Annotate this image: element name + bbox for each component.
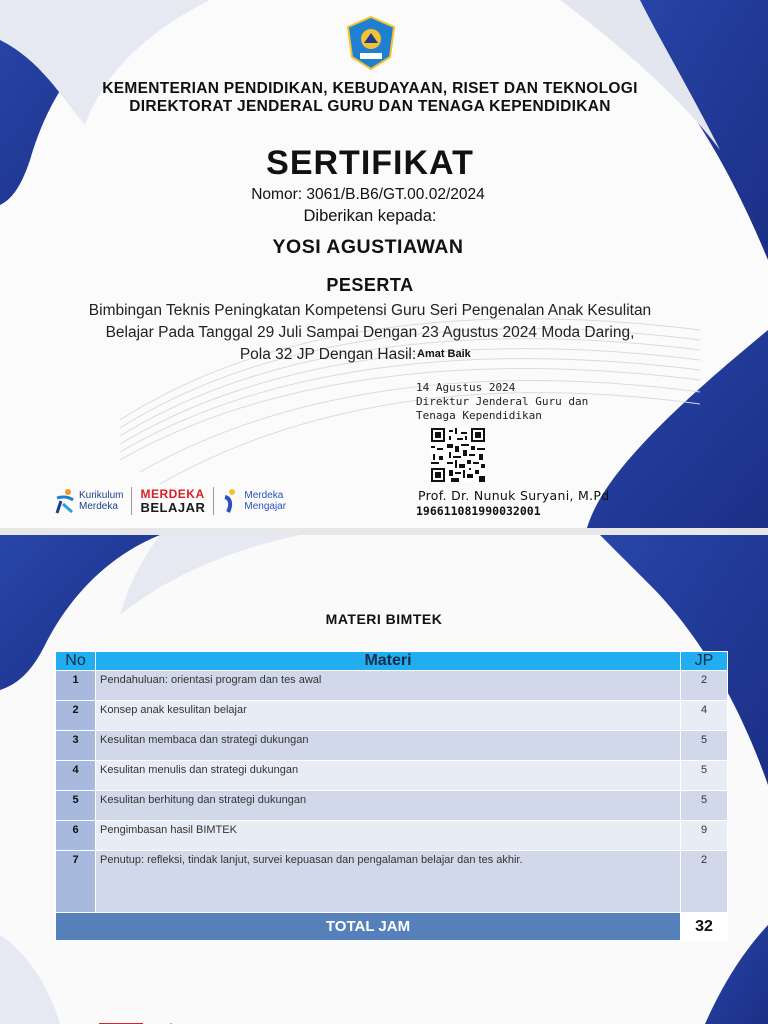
given-to-label: Diberikan kepada: (303, 207, 437, 225)
description-line-3: Pola 32 JP Dengan Hasil: (239, 346, 417, 363)
result-value: Amat Baik (417, 348, 471, 360)
row-materi: Kesulitan berhitung dan strategi dukungan (96, 791, 681, 821)
kurikulum-merdeka-logo (55, 488, 123, 514)
row-no: 2 (56, 701, 96, 731)
row-jp: 5 (681, 791, 728, 821)
directorate-name: DIREKTORAT JENDERAL GURU DAN TENAGA KEPENDIDIKAN (129, 98, 611, 115)
qr-code-icon (431, 428, 485, 482)
table-row (56, 731, 728, 761)
table-row (56, 671, 728, 701)
merdeka-belajar-line2: BELAJAR (140, 500, 206, 515)
certificate-title: SERTIFIKAT (266, 144, 474, 182)
ministry-name: KEMENTERIAN PENDIDIKAN, KEBUDAYAAN, RISET DAN TEKNOLOGI (102, 80, 638, 97)
materi-title: MATERI BIMTEK (325, 611, 443, 627)
row-materi: Pengimbasan hasil BIMTEK (96, 821, 681, 851)
merdeka-belajar-logo (140, 488, 205, 514)
row-no: 7 (56, 851, 96, 913)
merdeka-text: Merdeka (79, 501, 118, 512)
row-materi: Pendahuluan: orientasi program dan tes awal (96, 671, 681, 701)
row-materi: Kesulitan menulis dan strategi dukungan (96, 761, 681, 791)
brand-logos (55, 484, 286, 518)
signer-nip: 196611081990032001 (416, 504, 541, 518)
recipient-name: YOSI AGUSTIAWAN (272, 236, 464, 258)
materi-table (55, 651, 728, 941)
row-no: 3 (56, 731, 96, 761)
description-line-2: Belajar Pada Tanggal 29 Juli Sampai Dengan 23 Agustus 2024 Moda Daring, (105, 324, 635, 341)
kurikulum-merdeka-icon (55, 488, 75, 514)
table-row (56, 851, 728, 913)
row-no: 5 (56, 791, 96, 821)
row-materi: Kesulitan membaca dan strategi dukungan (96, 731, 681, 761)
row-materi: Konsep anak kesulitan belajar (96, 701, 681, 731)
row-no: 1 (56, 671, 96, 701)
total-value: 32 (681, 913, 728, 941)
recipient-role: PESERTA (326, 275, 414, 295)
total-label: TOTAL JAM (56, 913, 681, 941)
certificate-number: Nomor: 3061/B.B6/GT.00.02/2024 (251, 186, 485, 203)
table-header-row (56, 652, 728, 671)
row-jp: 5 (681, 761, 728, 791)
table-row (56, 761, 728, 791)
sign-date: 14 Agustus 2024 (416, 381, 516, 394)
kurikulum-merdeka-icon (55, 1020, 75, 1024)
row-materi: Penutup: refleksi, tindak lanjut, survei kepuasan dan pengalaman belajar dan tes akhir. (96, 851, 681, 913)
tut-wuri-handayani-logo (344, 15, 398, 71)
merdeka-mengajar-logo (222, 488, 286, 514)
brand-divider (131, 487, 132, 515)
row-jp: 5 (681, 731, 728, 761)
merdeka-mengajar-icon (163, 1020, 177, 1024)
row-jp: 2 (681, 851, 728, 913)
mengajar-line1: Merdeka (244, 490, 284, 501)
kurikulum-text: Kurikulum (79, 490, 124, 501)
signer-position-line-1: Direktur Jenderal Guru dan (416, 395, 589, 408)
table-row (56, 701, 728, 731)
mengajar-line2: Mengajar (244, 501, 287, 512)
row-jp: 4 (681, 701, 728, 731)
row-no: 4 (56, 761, 96, 791)
merdeka-belajar-icon (89, 1020, 149, 1024)
row-jp: 2 (681, 671, 728, 701)
brand-divider (213, 487, 214, 515)
signer-position-line-2: Tenaga Kependidikan (416, 409, 542, 422)
description-line-1: Bimbingan Teknis Peningkatan Kompetensi Guru Seri Pengenalan Anak Kesulitan (88, 302, 652, 319)
merdeka-mengajar-icon (222, 488, 240, 514)
table-row (56, 791, 728, 821)
signer-name: Prof. Dr. Nunuk Suryani, M.Pd (418, 488, 610, 503)
brand-logos-partial (55, 1016, 177, 1024)
total-row (56, 913, 728, 941)
materi-page (0, 535, 768, 1024)
table-row (56, 821, 728, 851)
row-jp: 9 (681, 821, 728, 851)
header-no: No (56, 652, 96, 671)
row-no: 6 (56, 821, 96, 851)
header-materi: Materi (96, 652, 681, 671)
header-jp: JP (681, 652, 728, 671)
merdeka-belajar-line1: MERDEKA (140, 487, 205, 501)
